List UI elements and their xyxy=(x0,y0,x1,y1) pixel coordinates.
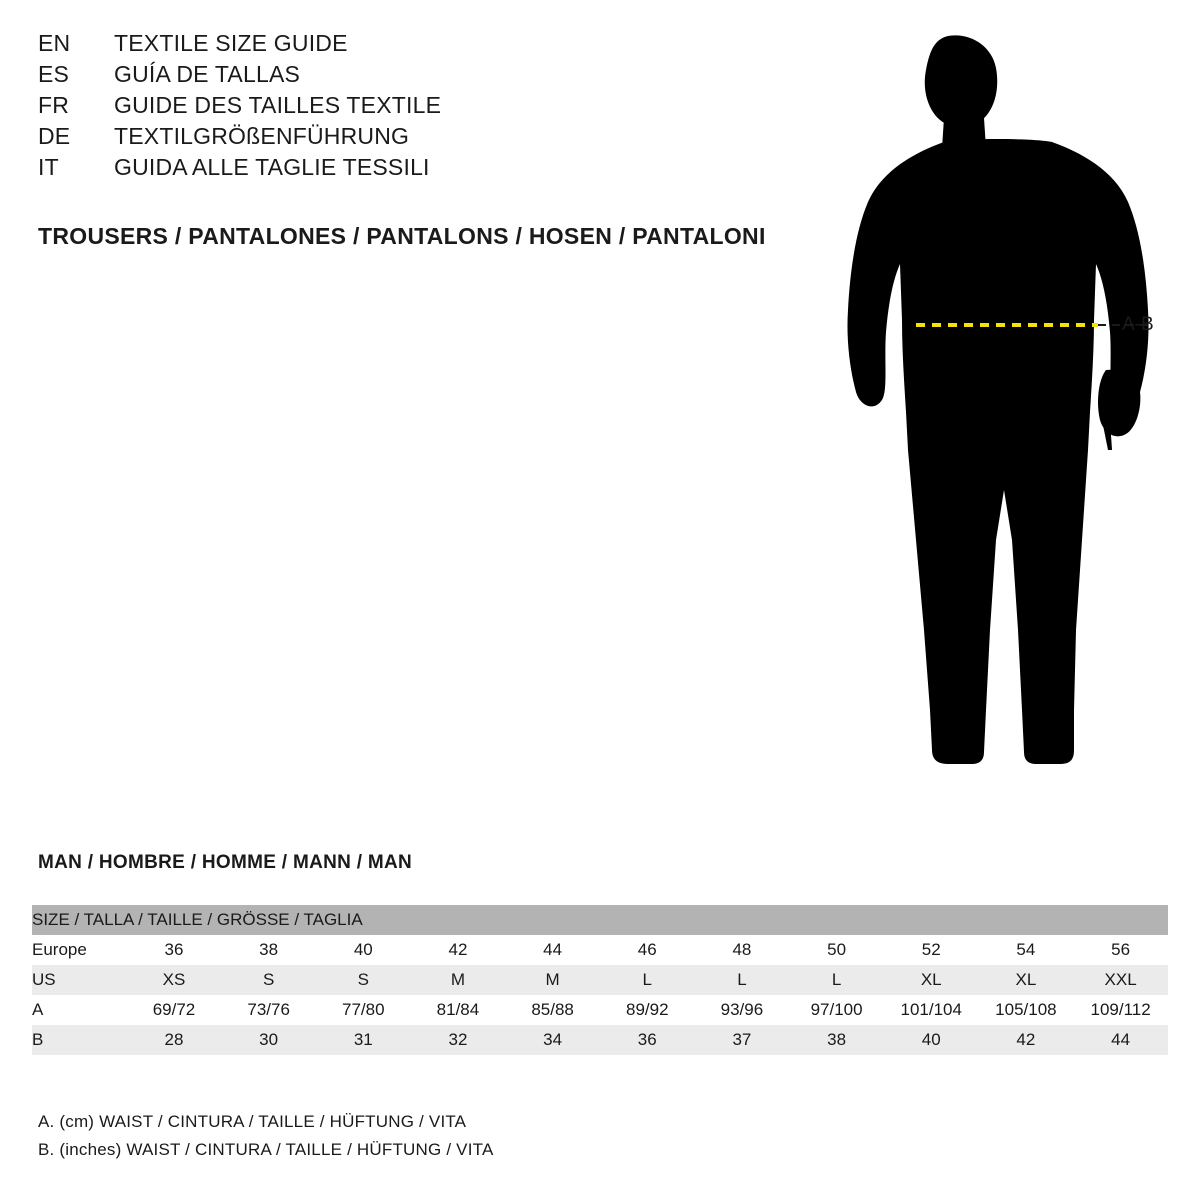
table-cell: 38 xyxy=(221,935,316,965)
table-cell: 36 xyxy=(127,935,222,965)
table-cell: 34 xyxy=(505,1025,600,1055)
table-cell: L xyxy=(789,965,884,995)
table-cell: 85/88 xyxy=(505,995,600,1025)
table-cell: XXL xyxy=(1073,965,1168,995)
language-list xyxy=(38,30,798,185)
table-cell: 109/112 xyxy=(1073,995,1168,1025)
table-cell: L xyxy=(695,965,790,995)
row-label: Europe xyxy=(32,935,127,965)
table-cell: 44 xyxy=(505,935,600,965)
table-cell: 52 xyxy=(884,935,979,965)
footnote-b: B. (inches) WAIST / CINTURA / TAILLE / HÜFTUNG / VITA xyxy=(38,1140,494,1159)
silhouette-icon xyxy=(820,20,1190,800)
table-row xyxy=(32,1025,1168,1055)
footnotes xyxy=(38,1108,938,1164)
table-cell: 38 xyxy=(789,1025,884,1055)
size-table xyxy=(32,905,1168,1055)
table-cell: XL xyxy=(979,965,1074,995)
table-cell: 97/100 xyxy=(789,995,884,1025)
table-row xyxy=(32,965,1168,995)
table-header-row xyxy=(32,905,1168,935)
language-row xyxy=(38,123,798,154)
table-cell: 105/108 xyxy=(979,995,1074,1025)
table-cell: M xyxy=(505,965,600,995)
man-silhouette-figure xyxy=(820,20,1190,800)
table-cell: XS xyxy=(127,965,222,995)
table-cell: 40 xyxy=(316,935,411,965)
language-text: TEXTILE SIZE GUIDE xyxy=(114,30,348,56)
footnote-a: A. (cm) WAIST / CINTURA / TAILLE / HÜFTUNG / VITA xyxy=(38,1112,467,1131)
table-cell: 77/80 xyxy=(316,995,411,1025)
language-code: EN xyxy=(38,30,71,56)
table-cell: 36 xyxy=(600,1025,695,1055)
table-cell: 101/104 xyxy=(884,995,979,1025)
table-cell: 31 xyxy=(316,1025,411,1055)
language-code: IT xyxy=(38,154,59,180)
table-cell: 32 xyxy=(411,1025,506,1055)
table-cell: 30 xyxy=(221,1025,316,1055)
language-row xyxy=(38,30,798,61)
table-cell: M xyxy=(411,965,506,995)
table-row xyxy=(32,995,1168,1025)
table-cell: 81/84 xyxy=(411,995,506,1025)
language-row xyxy=(38,154,798,185)
table-cell: 48 xyxy=(695,935,790,965)
table-cell: 42 xyxy=(411,935,506,965)
table-cell: 44 xyxy=(1073,1025,1168,1055)
table-header-label: SIZE / TALLA / TAILLE / GRÖSSE / TAGLIA xyxy=(32,905,1168,935)
table-cell: S xyxy=(221,965,316,995)
row-label: A xyxy=(32,995,127,1025)
language-code: FR xyxy=(38,92,70,118)
table-cell: 40 xyxy=(884,1025,979,1055)
table-cell: L xyxy=(600,965,695,995)
table-cell: 93/96 xyxy=(695,995,790,1025)
language-row xyxy=(38,92,798,123)
table-cell: 73/76 xyxy=(221,995,316,1025)
measure-label-ab: A-B xyxy=(1122,314,1154,335)
table-cell: 54 xyxy=(979,935,1074,965)
table-cell: 56 xyxy=(1073,935,1168,965)
language-code: DE xyxy=(38,123,71,149)
gender-title: MAN / HOMBRE / HOMME / MANN / MAN xyxy=(38,852,413,873)
size-table-wrap xyxy=(32,905,1168,1055)
table-cell: 89/92 xyxy=(600,995,695,1025)
table-cell: 42 xyxy=(979,1025,1074,1055)
language-row xyxy=(38,61,798,92)
language-text: GUÍA DE TALLAS xyxy=(114,61,301,87)
row-label: US xyxy=(32,965,127,995)
language-text: TEXTILGRÖßENFÜHRUNG xyxy=(114,123,410,149)
table-cell: 46 xyxy=(600,935,695,965)
table-cell: S xyxy=(316,965,411,995)
garment-title: TROUSERS / PANTALONES / PANTALONS / HOSEN / PANTALONI xyxy=(38,223,766,249)
language-code: ES xyxy=(38,61,70,87)
table-cell: 37 xyxy=(695,1025,790,1055)
table-cell: 69/72 xyxy=(127,995,222,1025)
row-label: B xyxy=(32,1025,127,1055)
language-text: GUIDA ALLE TAGLIE TESSILI xyxy=(114,154,430,180)
table-row xyxy=(32,935,1168,965)
table-cell: XL xyxy=(884,965,979,995)
language-text: GUIDE DES TAILLES TEXTILE xyxy=(114,92,442,118)
table-cell: 50 xyxy=(789,935,884,965)
table-cell: 28 xyxy=(127,1025,222,1055)
